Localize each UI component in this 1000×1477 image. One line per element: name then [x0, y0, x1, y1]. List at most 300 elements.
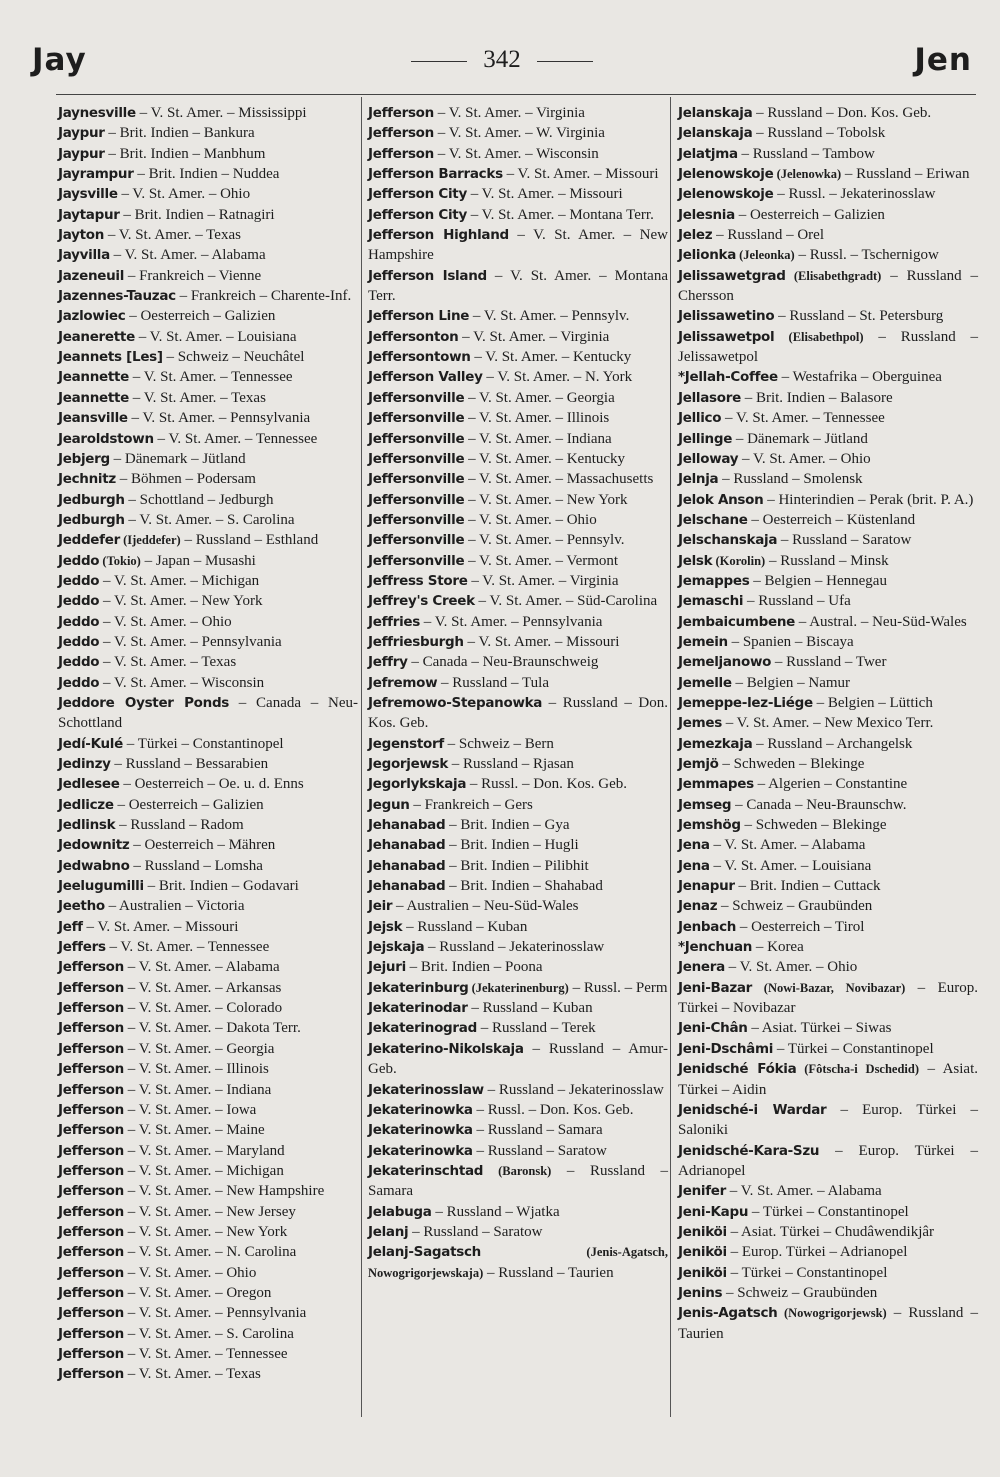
gazetteer-entry — [678, 917, 978, 937]
gazetteer-entry — [58, 123, 358, 143]
entry-headword: Jelschanskaja — [678, 532, 778, 549]
entry-headword: Jefferson — [58, 1183, 124, 1200]
entry-location: – Spanien – Biscaya — [727, 633, 854, 650]
entry-headword: Jehanabad — [368, 878, 446, 895]
entry-headword: Jenbach — [678, 918, 737, 935]
entry-headword: Jefferson Barracks — [368, 166, 503, 183]
entry-location: – V. St. Amer. – Maryland — [123, 1142, 285, 1159]
entry-headword: Jefferson — [58, 1284, 124, 1301]
gazetteer-entry — [368, 978, 668, 998]
entry-headword: Jelschane — [678, 511, 748, 528]
entry-headword: Jefremow — [368, 674, 438, 691]
entry-location: – V. St. Amer. – Oregon — [123, 1284, 272, 1301]
gazetteer-entry — [678, 266, 978, 307]
entry-headword: Jefferson — [58, 1122, 124, 1139]
entry-headword: Jenidsché Fókia — [678, 1061, 797, 1078]
entry-headword: Jelabuga — [368, 1203, 432, 1220]
gazetteer-entry — [58, 1018, 358, 1038]
entry-headword: Jefferson — [58, 1305, 124, 1322]
entry-headword: Jedwabno — [58, 857, 130, 874]
entry-headword: Jeffersonton — [368, 328, 459, 345]
entry-alt-name: (Nowi-Bazar, Novibazar) — [752, 980, 906, 995]
gazetteer-entry — [58, 591, 358, 611]
entry-location: – Russland – Radom — [115, 817, 244, 834]
entry-location: – Oesterreich – Galizien — [734, 206, 885, 223]
header-dash-right — [537, 61, 593, 62]
entry-headword: Jeffersonville — [368, 552, 465, 569]
entry-headword: Jelissawetino — [678, 308, 775, 325]
gazetteer-entry — [58, 1202, 358, 1222]
entry-location: – V. St. Amer. – New Hampshire — [123, 1183, 325, 1200]
entry-location: – V. St. Amer. – New Jersey — [123, 1203, 296, 1220]
gazetteer-entry — [58, 815, 358, 835]
entry-location: – V. St. Amer. – Alabama — [123, 959, 280, 976]
entry-location: – Frankreich – Vienne — [124, 267, 262, 284]
gazetteer-entry — [368, 876, 668, 896]
entry-headword: Jedinzy — [58, 756, 111, 772]
gazetteer-entry — [368, 632, 668, 652]
gazetteer-entry — [678, 1141, 978, 1182]
gazetteer-entry — [58, 347, 358, 367]
entry-location: – Belgien – Hennegau — [749, 572, 887, 589]
gazetteer-entry — [58, 632, 358, 652]
gazetteer-entry — [678, 856, 978, 876]
entry-headword: Jeffers — [58, 939, 106, 956]
gazetteer-entry — [678, 1222, 978, 1242]
entry-location: – Brit. Indien – Gya — [445, 817, 570, 834]
entry-location: – V. St. Amer. – Louisiana — [134, 328, 297, 345]
gazetteer-entry — [678, 429, 978, 449]
page-number: 342 — [483, 46, 521, 73]
entry-headword: Jeffress Store — [368, 572, 468, 589]
entry-headword: Jeddo — [58, 654, 100, 671]
entry-headword: Jekaterinograd — [368, 1020, 477, 1037]
gazetteer-entry — [368, 815, 668, 835]
gazetteer-entry — [58, 408, 358, 428]
entry-location: – V. St. Amer. – Louisiana — [709, 857, 872, 874]
entry-location: – Dänemark – Jütland — [109, 450, 246, 467]
entry-location: – Belgien – Namur — [731, 674, 851, 691]
entry-location: – V. St. Amer. – Pennsylv. — [464, 532, 625, 549]
entry-location: – Oesterreich – Küstenland — [747, 511, 916, 528]
entry-location: – Russland – Orel — [712, 227, 824, 244]
entry-location: – Asiat. Türkei – Chudâwendikjâr — [726, 1223, 935, 1240]
entry-location: – Schweiz – Neuchâtel — [162, 349, 305, 366]
entry-location: – V. St. Amer. – Ohio — [738, 450, 871, 467]
entry-location: – Russland – Kuban — [467, 1000, 593, 1017]
entry-location: – V. St. Amer. – Missouri — [463, 633, 620, 650]
entry-alt-name: (Elisabethgradt) — [785, 268, 882, 283]
entry-location: – Australien – Victoria — [104, 898, 245, 915]
entry-location: – V. St. Amer. – Tennessee — [123, 1345, 288, 1362]
entry-headword: *Jellah-Coffee — [678, 369, 778, 386]
gazetteer-entry — [58, 551, 358, 571]
gazetteer-entry — [58, 1181, 358, 1201]
entry-headword: Jeddefer — [58, 532, 120, 549]
entry-headword: Jefferson — [58, 1081, 124, 1098]
entry-headword: Jeannets [Les] — [58, 349, 163, 366]
entry-location: – Canada – Neu-Schottland — [58, 694, 358, 732]
gazetteer-entry — [58, 103, 358, 123]
entry-location: – V. St. Amer. – Massachusetts — [464, 471, 654, 488]
gazetteer-entry — [58, 306, 358, 326]
entry-headword: Jefferson Highland — [368, 227, 509, 244]
entry-headword: Jearoldstown — [58, 430, 154, 447]
gazetteer-entry — [368, 429, 668, 449]
entry-location: – V. St. Amer. – Ohio — [123, 1264, 257, 1281]
entry-headword: Jekaterinschtad — [368, 1162, 484, 1179]
gazetteer-entry — [368, 1080, 668, 1100]
entry-column-1 — [58, 103, 358, 1385]
entry-headword: Jefferson — [58, 1020, 124, 1037]
entry-headword: Jeffriesburgh — [368, 633, 464, 650]
entry-location: – V. St. Amer. – S. Carolina — [124, 511, 295, 528]
entry-location: – Schweden – Blekinge — [740, 817, 887, 834]
entry-location: – V. St. Amer. – Alabama — [726, 1183, 882, 1200]
entry-headword: Jazeneuil — [58, 267, 125, 284]
gazetteer-entry — [368, 612, 668, 632]
gazetteer-entry — [368, 571, 668, 591]
entry-location: – V. St. Amer. – Tennessee — [153, 430, 318, 447]
entry-headword: Jedownitz — [58, 837, 130, 854]
entry-headword: Jeffersonville — [368, 471, 465, 488]
gazetteer-entry — [58, 876, 358, 896]
entry-location: – Russland – Amur-Geb. — [368, 1040, 668, 1078]
gazetteer-entry — [678, 632, 978, 652]
header-dash-left — [411, 61, 467, 62]
gazetteer-entry — [368, 184, 668, 204]
entry-location: – Dänemark – Jütland — [732, 430, 868, 447]
entry-headword: Jefferson — [58, 1000, 124, 1017]
entry-headword: Jellinge — [678, 430, 733, 447]
entry-location: – Türkei – Constantinopel — [123, 735, 284, 752]
entry-location: – V. St. Amer. – S. Carolina — [123, 1325, 294, 1342]
gazetteer-entry — [58, 327, 358, 347]
entry-headword: Jeniköi — [678, 1264, 727, 1281]
gazetteer-entry — [58, 856, 358, 876]
entry-location: – Russland – Jelissawetpol — [678, 328, 978, 366]
entry-location: – Europ. Türkei – Novibazar — [678, 979, 978, 1017]
gazetteer-entry — [368, 266, 668, 307]
entry-headword: Jena — [678, 857, 710, 874]
entry-location: – Russl. – Don. Kos. Geb. — [466, 776, 627, 793]
gazetteer-entry — [678, 490, 978, 510]
entry-headword: Jemappes — [678, 572, 750, 589]
gazetteer-entry — [678, 530, 978, 550]
entry-location: – V. St. Amer. – New Hampshire — [368, 227, 668, 264]
entry-location: – V. St. Amer. – Wisconsin — [99, 674, 265, 691]
entry-location: – Schottland – Jedburgh — [124, 491, 274, 508]
entry-location: – Europ. Türkei – Adrianopel — [726, 1244, 908, 1261]
entry-location: – Brit. Indien – Shahabad — [445, 878, 603, 895]
gazetteer-entry — [58, 1303, 358, 1323]
gazetteer-entry — [58, 367, 358, 387]
gazetteer-entry — [368, 1018, 668, 1038]
header-first-entry: Jay — [32, 42, 87, 78]
entry-location: – V. St. Amer. – Mississippi — [135, 105, 307, 121]
entry-location: – V. St. Amer. – Ohio — [117, 186, 251, 203]
entry-headword: Jehanabad — [368, 857, 446, 874]
gazetteer-entry — [678, 408, 978, 428]
entry-headword: Jelanskaja — [678, 105, 753, 121]
gazetteer-entry — [58, 1283, 358, 1303]
header-last-entry: Jen — [914, 42, 972, 78]
entry-location: – V. St. Amer. – Kentucky — [470, 349, 632, 366]
entry-alt-name: (Jeleonka) — [736, 248, 795, 263]
gazetteer-entry — [368, 205, 668, 225]
entry-location: – Russland – Jekaterinosslaw — [483, 1081, 664, 1098]
entry-location: – Belgien – Lüttich — [812, 694, 933, 711]
gazetteer-entry — [58, 734, 358, 754]
entry-location: – V. St. Amer. – Indiana — [464, 430, 612, 447]
entry-headword: Jefferson — [58, 1203, 124, 1220]
gazetteer-entry — [58, 754, 358, 774]
gazetteer-entry — [678, 957, 978, 977]
entry-headword: Jenins — [678, 1284, 723, 1301]
entry-headword: Jenis-Agatsch — [678, 1305, 778, 1322]
gazetteer-entry — [58, 917, 358, 937]
entry-headword: Jellico — [678, 410, 722, 427]
entry-location: – V. St. Amer. – Pennsylvania — [123, 1305, 307, 1322]
entry-location: – V. St. Amer. – Virginia — [433, 105, 585, 121]
entry-headword: Jefferson — [58, 1366, 124, 1383]
entry-alt-name: (Nowogrigorjewsk) — [777, 1306, 887, 1321]
entry-location: – Russland – Tula — [437, 674, 549, 691]
entry-headword: Jelissawetpol — [678, 328, 775, 345]
entry-alt-name: (Tokio) — [99, 553, 141, 568]
gazetteer-entry — [368, 1202, 668, 1222]
gazetteer-entry — [678, 673, 978, 693]
entry-location: – Russland – Jekaterinosslaw — [424, 939, 605, 956]
entry-location: – Russland – Samara — [368, 1162, 668, 1200]
entry-headword: Jelok Anson — [678, 491, 764, 508]
gazetteer-entry — [368, 490, 668, 510]
gazetteer-entry — [58, 774, 358, 794]
entry-headword: Jefferson Valley — [368, 369, 483, 386]
entry-headword: Jemes — [678, 715, 722, 732]
entry-location: – V. St. Amer. – Michigan — [99, 572, 260, 589]
entry-headword: Jeanerette — [58, 328, 135, 345]
gazetteer-entry — [678, 693, 978, 713]
gazetteer-entry — [368, 530, 668, 550]
entry-location: – Brit. Indien – Pilibhit — [445, 857, 589, 874]
gazetteer-entry — [58, 1161, 358, 1181]
gazetteer-entry — [678, 388, 978, 408]
entry-location: – Australien – Neu-Süd-Wales — [392, 898, 579, 915]
entry-location: – V. St. Amer. – Illinois — [464, 410, 610, 427]
entry-location: – Russland – Tobolsk — [752, 125, 886, 142]
header-rule — [56, 94, 976, 95]
gazetteer-entry — [678, 876, 978, 896]
entry-headword: Jekaterinowka — [368, 1122, 473, 1139]
entry-headword: Jeannette — [58, 389, 130, 406]
gazetteer-entry — [368, 388, 668, 408]
entry-headword: Jejuri — [368, 959, 406, 976]
gazetteer-entry — [58, 1263, 358, 1283]
entry-location: – Russland – Saratow — [472, 1142, 607, 1159]
entry-headword: Jechnitz — [58, 471, 116, 488]
gazetteer-entry — [678, 1202, 978, 1222]
entry-location: – Schweiz – Graubünden — [717, 898, 873, 915]
entry-headword: Jeni-Kapu — [678, 1203, 749, 1220]
entry-location: – Austral. – Neu-Süd-Wales — [795, 613, 967, 630]
entry-headword: Jefferson — [58, 1142, 124, 1159]
entry-location: – V. St. Amer. – Tennessee — [105, 939, 270, 956]
entry-location: – Russland – Archangelsk — [752, 735, 913, 752]
entry-location: – Russland – Taurien — [483, 1264, 614, 1281]
entry-column-3 — [678, 103, 978, 1344]
entry-headword: Jazlowiec — [58, 308, 126, 325]
entry-headword: Jedlesee — [58, 776, 120, 793]
gazetteer-entry — [368, 1120, 668, 1140]
gazetteer-entry — [678, 612, 978, 632]
entry-headword: Jefferson City — [368, 206, 467, 223]
gazetteer-entry — [368, 164, 668, 184]
entry-headword: Jedlinsk — [58, 817, 116, 834]
entry-headword: Jeannette — [58, 369, 130, 386]
gazetteer-entry — [368, 103, 668, 123]
entry-headword: Jeffersontown — [368, 349, 471, 366]
entry-location: – Europ. Türkei – Adrianopel — [678, 1142, 978, 1179]
entry-headword: Jebjerg — [58, 450, 110, 467]
entry-location: – V. St. Amer. – Colorado — [123, 1000, 283, 1017]
entry-headword: Jefferson — [58, 1101, 124, 1118]
entry-location: – Westafrika – Oberguinea — [777, 369, 942, 386]
gazetteer-entry — [368, 896, 668, 916]
entry-location: – V. St. Amer. – Tennessee — [721, 410, 885, 427]
gazetteer-entry — [58, 612, 358, 632]
gazetteer-entry — [678, 713, 978, 733]
gazetteer-entry — [678, 1242, 978, 1262]
entry-location: – V. St. Amer. – N. York — [482, 369, 633, 386]
gazetteer-entry — [58, 1039, 358, 1059]
entry-headword: Jefferson — [58, 1040, 124, 1057]
entry-headword: Jelanj-Sagatsch — [368, 1244, 481, 1261]
gazetteer-entry — [678, 1100, 978, 1141]
page-header — [32, 42, 972, 90]
entry-headword: Jefremowo-Stepanowka — [368, 694, 543, 711]
gazetteer-entry — [678, 896, 978, 916]
entry-location: – V. St. Amer. – Texas — [129, 389, 266, 406]
gazetteer-entry — [368, 408, 668, 428]
gazetteer-entry — [58, 510, 358, 530]
entry-location: – Brit. Indien – Bankura — [104, 125, 255, 142]
entry-headword: Jelanj — [368, 1223, 409, 1240]
entry-location: – Russl. – Tschernigow — [794, 247, 939, 264]
entry-headword: Jefferson — [368, 125, 434, 142]
gazetteer-entry — [58, 490, 358, 510]
entry-location: – V. St. Amer. – Arkansas — [123, 979, 282, 996]
entry-headword: Jemshög — [678, 817, 741, 834]
entry-headword: Jazennes-Tauzac — [58, 288, 176, 305]
entry-location: – V. St. Amer. – Maine — [123, 1122, 265, 1139]
entry-location: – Brit. Indien – Poona — [405, 959, 543, 976]
entry-headword: Jeffersonville — [368, 430, 465, 447]
entry-location: – Russland – Wjatka — [431, 1203, 560, 1220]
entry-headword: Jeir — [368, 898, 393, 915]
entry-headword: Jekaterinodar — [368, 1000, 468, 1017]
entry-location: – V. St. Amer. – Montana Terr. — [466, 206, 654, 223]
entry-headword: Jelnja — [678, 471, 719, 488]
entry-location: – V. St. Amer. – Ohio — [99, 613, 232, 630]
entry-location: – Frankreich – Charente-Inf. — [175, 288, 352, 305]
gazetteer-entry — [58, 795, 358, 815]
entry-location: – Oesterreich – Galizien — [125, 308, 276, 325]
entry-location: – Russland – Terek — [476, 1020, 596, 1037]
gazetteer-entry — [678, 306, 978, 326]
entry-location: – Brit. Indien – Manbhum — [104, 145, 266, 162]
entry-location: – Türkei – Constantinopel — [773, 1040, 934, 1057]
gazetteer-entry — [368, 1242, 668, 1283]
gazetteer-entry — [678, 591, 978, 611]
entry-location: – V. St. Amer. – Dakota Terr. — [123, 1020, 301, 1037]
entry-location: – V. St. Amer. – Missouri — [502, 166, 659, 183]
gazetteer-entry — [58, 835, 358, 855]
entry-headword: Jeffries — [368, 613, 421, 630]
gazetteer-entry — [368, 998, 668, 1018]
entry-headword: Jeelugumilli — [58, 878, 144, 895]
gazetteer-entry — [368, 123, 668, 143]
entry-headword: Jeffrey's Creek — [368, 593, 475, 610]
entry-location: – Oesterreich – Oe. u. d. Enns — [119, 776, 304, 793]
entry-location: – Russland – Rjasan — [448, 756, 574, 772]
entry-location: – Russland – Minsk — [765, 552, 889, 569]
entry-headword: Jegun — [368, 796, 410, 813]
gazetteer-entry — [368, 754, 668, 774]
gazetteer-entry — [368, 551, 668, 571]
entry-alt-name: (Fôtscha-i Dschedid) — [796, 1062, 920, 1077]
gazetteer-entry — [368, 937, 668, 957]
entry-location: – Japan – Musashi — [140, 552, 256, 569]
entry-headword: Jayrampur — [58, 166, 134, 183]
gazetteer-entry — [368, 1141, 668, 1161]
gazetteer-entry — [368, 1222, 668, 1242]
entry-location: – Russland – Eriwan — [841, 166, 970, 183]
entry-location: – Böhmen – Podersam — [115, 471, 256, 488]
entry-headword: Jenapur — [678, 878, 735, 895]
gazetteer-entry — [368, 673, 668, 693]
page-number-block — [32, 46, 972, 74]
entry-headword: Jeffersonville — [368, 450, 465, 467]
entry-location: – V. St. Amer. – Alabama — [709, 837, 866, 854]
entry-headword: Jaysville — [58, 186, 118, 203]
entry-headword: Jeddo — [58, 613, 100, 630]
entry-location: – Brit. Indien – Godavari — [143, 878, 299, 895]
entry-headword: Jeddo — [58, 552, 100, 569]
gazetteer-entry — [678, 571, 978, 591]
gazetteer-entry — [678, 123, 978, 143]
gazetteer-entry — [678, 774, 978, 794]
entry-location: – Algerien – Constantine — [753, 776, 908, 793]
entry-location: – Russl. – Perm — [568, 979, 668, 996]
entry-headword: Jekaterino-Nikolskaja — [368, 1040, 524, 1057]
entry-location: – Russland – Smolensk — [718, 471, 863, 488]
gazetteer-entry — [58, 896, 358, 916]
gazetteer-entry — [678, 103, 978, 123]
entry-location: – V. St. Amer. – Ohio — [724, 959, 858, 976]
entry-location: – Schweiz – Bern — [443, 735, 554, 752]
gazetteer-entry — [678, 1263, 978, 1283]
entry-headword: Jelloway — [678, 450, 739, 467]
entry-headword: Jefferson — [368, 145, 434, 162]
entry-headword: Jelez — [678, 227, 713, 244]
entry-headword: Jefferson — [368, 105, 434, 121]
entry-location: – V. St. Amer. – Ohio — [464, 511, 597, 528]
entry-location: – Russland – Tambow — [737, 145, 875, 162]
gazetteer-entry — [368, 347, 668, 367]
entry-headword: *Jenchuan — [678, 939, 753, 956]
entry-alt-name: (Elisabethpol) — [774, 329, 864, 344]
